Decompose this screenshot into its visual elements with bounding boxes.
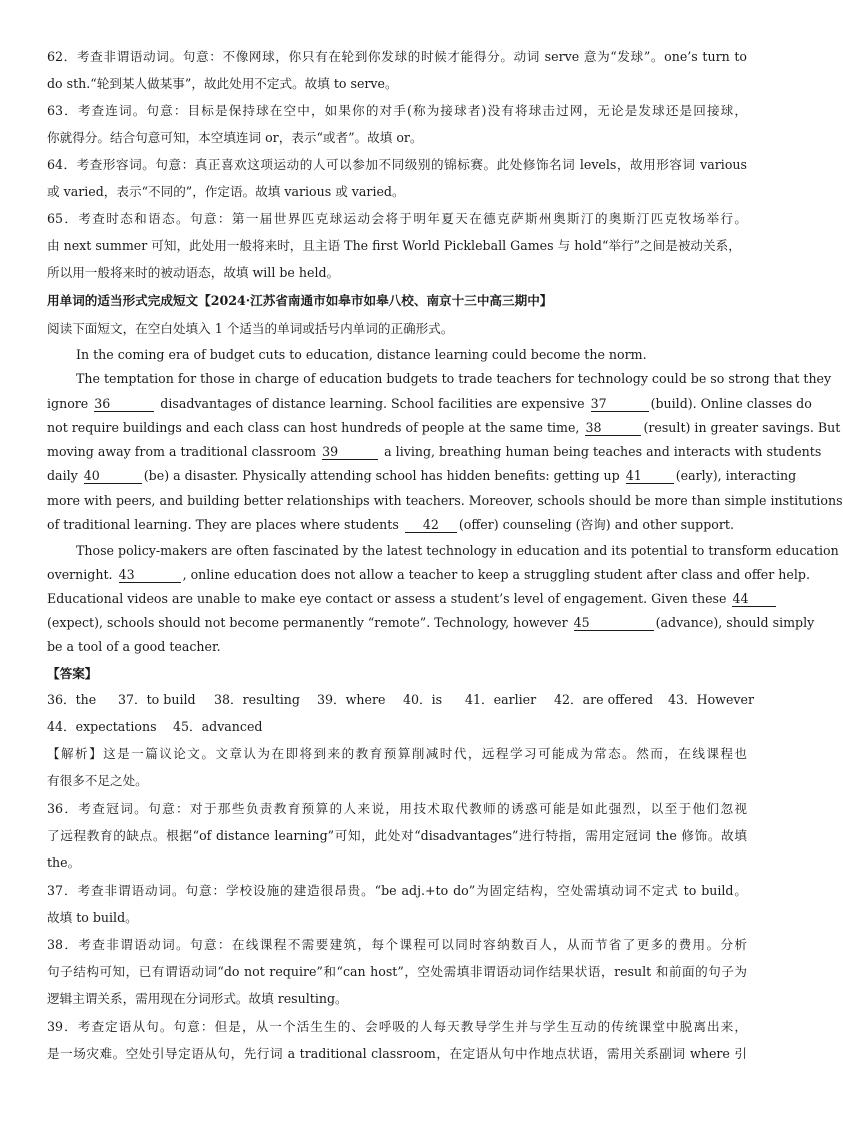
q38-line-2: 句子结构可知，已有谓语动词“do not require”和“can host”，空处需填非谓语动词作结果状语，result 和前面的句子为 bbox=[47, 964, 747, 979]
blank-40: 40 bbox=[84, 468, 142, 484]
passage-line-12 bbox=[47, 614, 815, 632]
blank-36: 36 bbox=[94, 396, 154, 412]
analysis-line-2: 有很多不足之处。 bbox=[47, 773, 148, 788]
blank-37: 37 bbox=[591, 396, 649, 412]
blank-43: 43 bbox=[119, 567, 181, 583]
q39-line-2: 是一场灾难。空处引导定语从句，先行词 a traditional classroom，在定语从句中作地点状语，需用关系副词 where 引 bbox=[47, 1046, 747, 1061]
passage-text: (advance), should simply bbox=[655, 615, 815, 630]
q38-line-1: 38．考查非谓语动词。句意：在线课程不需要建筑，每个课程可以同时容纳数百人，从而节省了更多的费用。分析 bbox=[47, 937, 747, 952]
passage-text: , online education does not allow a teacher to keep a struggling student after class and offer help. bbox=[182, 567, 810, 582]
passage-line-13: be a tool of a good teacher. bbox=[47, 639, 221, 654]
blank-38: 38 bbox=[585, 420, 641, 436]
blank-45: 45 bbox=[574, 615, 654, 631]
section-instruction: 阅读下面短文，在空白处填入 1 个适当的单词或括号内单词的正确形式。 bbox=[47, 321, 454, 336]
passage-text: (build). Online classes do bbox=[650, 396, 812, 411]
q64-line-1: 64．考查形容词。句意：真正喜欢这项运动的人可以参加不同级别的锦标赛。此处修饰名词 levels，故用形容词 various bbox=[47, 157, 747, 172]
passage-line-7: more with peers, and building better relationships with teachers. Moreover, schools should be more than simple institutions bbox=[47, 493, 843, 508]
passage-line-3 bbox=[47, 395, 812, 413]
passage-text: (early), interacting bbox=[675, 468, 797, 483]
passage-text: (result) in greater savings. But bbox=[643, 420, 841, 435]
answer-45: 45．advanced bbox=[173, 719, 263, 734]
passage-text: daily bbox=[47, 468, 78, 483]
blank-41: 41 bbox=[626, 468, 674, 484]
q38-line-3: 逻辑主谓关系，需用现在分词形式。故填 resulting。 bbox=[47, 991, 348, 1006]
passage-line-5 bbox=[47, 443, 822, 461]
passage-text: overnight. bbox=[47, 567, 113, 582]
answer-label: 【答案】 bbox=[47, 666, 98, 681]
answer-44: 44．expectations bbox=[47, 719, 157, 734]
q36-line-2: 了远程教育的缺点。根据“of distance learning”可知，此处对“disadvantages”进行特指，需用定冠词 the 修饰。故填 bbox=[47, 828, 747, 843]
passage-text: moving away from a traditional classroom bbox=[47, 444, 317, 459]
answer-41: 41．earlier bbox=[465, 692, 537, 707]
passage-text: a living, breathing human being teaches and interacts with students bbox=[384, 444, 822, 459]
passage-text: disadvantages of distance learning. School facilities are expensive bbox=[160, 396, 585, 411]
passage-line-2: The temptation for those in charge of education budgets to trade teachers for technology could be so strong that they bbox=[76, 371, 832, 386]
passage-text: not require buildings and each class can host hundreds of people at the same time, bbox=[47, 420, 580, 435]
answers-row-2 bbox=[47, 718, 747, 736]
q62-line-2: do sth.“轮到某人做某事”，故此处用不定式。故填 to serve。 bbox=[47, 76, 398, 91]
q36-line-3: the。 bbox=[47, 855, 81, 870]
passage-text: of traditional learning. They are places where students bbox=[47, 517, 399, 532]
q65-line-3: 所以用一般将来时的被动语态，故填 will be held。 bbox=[47, 265, 340, 280]
answer-38: 38．resulting bbox=[214, 692, 300, 707]
passage-text: ignore bbox=[47, 396, 89, 411]
passage-line-9: Those policy-makers are often fascinated by the latest technology in education and its potential to transform education bbox=[76, 543, 839, 558]
passage-line-6 bbox=[47, 467, 797, 485]
blank-39: 39 bbox=[322, 444, 378, 460]
passage-line-8 bbox=[47, 516, 747, 534]
q39-line-1: 39．考查定语从句。句意：但是，从一个活生生的、会呼吸的人每天教导学生并与学生互动的传统课堂中脱离出来， bbox=[47, 1019, 747, 1034]
q36-line-1: 36．考查冠词。句意：对于那些负责教育预算的人来说，用技术取代教师的诱惑可能是如此强烈，以至于他们忽视 bbox=[47, 801, 747, 816]
passage-text: Educational videos are unable to make eye contact or assess a student’s level of engagement. Given these bbox=[47, 591, 727, 606]
section-source: 【2024·江苏省南通市如皋市如皋八校、南京十三中高三期中】 bbox=[198, 293, 553, 308]
q63-line-2: 你就得分。结合句意可知，本空填连词 or，表示“或者”。故填 or。 bbox=[47, 130, 423, 145]
blank-42: 42 bbox=[405, 517, 457, 533]
q65-line-1: 65．考查时态和语态。句意：第一届世界匹克球运动会将于明年夏天在德克萨斯州奥斯汀的奥斯汀匹克牧场举行。 bbox=[47, 211, 747, 226]
passage-line-4 bbox=[47, 419, 841, 437]
passage-line-10 bbox=[47, 566, 810, 584]
answer-39: 39．where bbox=[317, 692, 386, 707]
passage-paragraph-1: In the coming era of budget cuts to education, distance learning could become the norm. bbox=[76, 347, 647, 362]
analysis-line-1: 【解析】这是一篇议论文。文章认为在即将到来的教育预算削减时代，远程学习可能成为常态。然而，在线课程也 bbox=[47, 746, 747, 761]
passage-text: (offer) counseling (咨询) and other support. bbox=[458, 517, 734, 532]
answer-36: 36．the bbox=[47, 692, 97, 707]
answer-40: 40．is bbox=[403, 692, 443, 707]
answer-37: 37．to build bbox=[118, 692, 196, 707]
answer-42: 42．are offered bbox=[554, 692, 654, 707]
q65-line-2: 由 next summer 可知，此处用一般将来时，且主语 The first World Pickleball Games 与 hold“举行”之间是被动关系， bbox=[47, 238, 741, 253]
q37-line-1: 37．考查非谓语动词。句意：学校设施的建造很昂贵。“be adj.+to do”为固定结构，空处需填动词不定式 to build。 bbox=[47, 883, 747, 898]
q37-line-2: 故填 to build。 bbox=[47, 910, 138, 925]
passage-line-11 bbox=[47, 590, 747, 608]
answers-row-1 bbox=[47, 691, 755, 709]
section-header bbox=[47, 292, 747, 310]
q64-line-2: 或 varied，表示“不同的”，作定语。故填 various 或 varied。 bbox=[47, 184, 405, 199]
answer-43: 43．However bbox=[668, 692, 755, 707]
blank-44: 44 bbox=[732, 591, 776, 607]
q63-line-1: 63．考查连词。句意：目标是保持球在空中，如果你的对手(称为接球者)没有将球击过网，无论是发球还是回接球， bbox=[47, 103, 747, 118]
passage-text: (be) a disaster. Physically attending school has hidden benefits: getting up bbox=[143, 468, 620, 483]
section-title: 用单词的适当形式完成短文 bbox=[47, 293, 199, 308]
passage-text: (expect), schools should not become permanently “remote”. Technology, however bbox=[47, 615, 568, 630]
q62-line-1: 62．考查非谓语动词。句意：不像网球，你只有在轮到你发球的时候才能得分。动词 serve 意为“发球”。one’s turn to bbox=[47, 49, 747, 64]
